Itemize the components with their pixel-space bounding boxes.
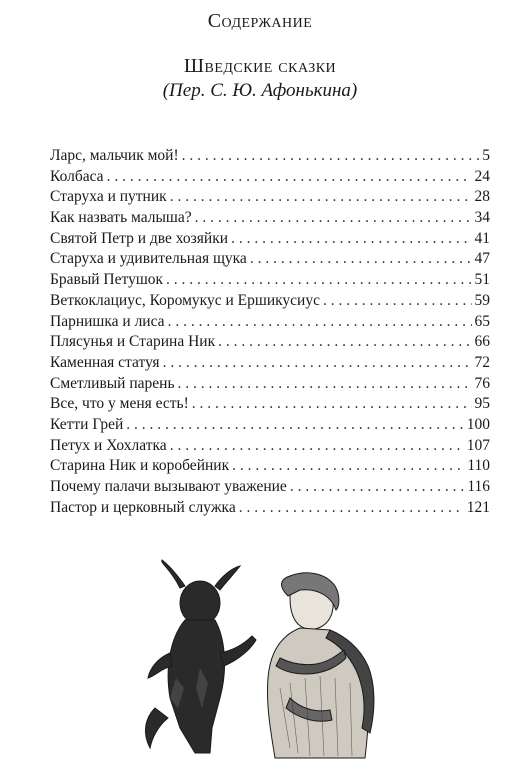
toc-leader-dots bbox=[290, 477, 465, 498]
toc-entry-page: 76 bbox=[474, 374, 490, 392]
toc-entry-page: 41 bbox=[474, 229, 490, 247]
toc-leader-dots bbox=[168, 312, 472, 333]
toc-entry bbox=[50, 291, 490, 312]
toc-entry-page: 47 bbox=[474, 250, 490, 268]
toc-entry-title: Сметливый парень bbox=[50, 374, 175, 392]
toc-entry-page: 107 bbox=[466, 436, 490, 454]
page-heading: Содержание bbox=[207, 10, 313, 32]
toc-entry-title: Ларс, мальчик мой! bbox=[50, 147, 179, 164]
table-of-contents bbox=[50, 146, 490, 518]
toc-leader-dots bbox=[182, 146, 480, 167]
toc-leader-dots bbox=[323, 291, 472, 312]
toc-entry-page: 5 bbox=[482, 147, 490, 164]
toc-entry bbox=[50, 167, 490, 188]
toc-entry bbox=[50, 498, 490, 519]
toc-entry bbox=[50, 270, 490, 291]
toc-entry-title: Веткоклациус, Коромукус и Ершикусиус bbox=[50, 291, 320, 309]
toc-leader-dots bbox=[166, 270, 471, 291]
toc-entry-title: Старина Ник и коробейник bbox=[50, 457, 230, 475]
toc-entry-page: 59 bbox=[474, 291, 490, 309]
toc-entry-page: 28 bbox=[474, 188, 490, 206]
toc-entry bbox=[50, 374, 490, 395]
toc-entry-page: 95 bbox=[474, 395, 490, 413]
toc-entry-title: Почему палачи вызывают уважение bbox=[50, 478, 287, 495]
toc-leader-dots bbox=[195, 208, 472, 229]
toc-entry-title: Парнишка и лиса bbox=[50, 312, 165, 330]
toc-leader-dots bbox=[170, 187, 472, 208]
toc-entry-title: Колбаса bbox=[50, 167, 104, 185]
toc-entry-title: Пастор и церковный служка bbox=[50, 498, 236, 516]
toc-entry-title: Как назвать малыша? bbox=[50, 209, 192, 227]
devil-and-old-woman-engraving-icon bbox=[140, 558, 400, 763]
toc-entry-page: 116 bbox=[467, 478, 490, 495]
toc-entry bbox=[50, 332, 490, 353]
toc-leader-dots bbox=[231, 229, 471, 250]
toc-entry bbox=[50, 312, 490, 333]
toc-entry-title: Петух и Хохлатка bbox=[50, 436, 167, 454]
toc-entry-page: 51 bbox=[474, 271, 490, 289]
translator-credit: (Пер. С. Ю. Афонькина) bbox=[162, 80, 358, 101]
toc-entry bbox=[50, 249, 490, 270]
toc-entry bbox=[50, 394, 490, 415]
toc-leader-dots bbox=[163, 353, 472, 374]
toc-leader-dots bbox=[192, 394, 472, 415]
toc-entry bbox=[50, 229, 490, 250]
toc-entry-page: 121 bbox=[466, 498, 490, 516]
toc-leader-dots bbox=[126, 415, 463, 436]
toc-entry bbox=[50, 187, 490, 208]
toc-leader-dots bbox=[232, 456, 464, 477]
toc-leader-dots bbox=[250, 249, 472, 270]
toc-entry bbox=[50, 456, 490, 477]
toc-entry-page: 100 bbox=[466, 415, 490, 433]
toc-entry-title: Святой Петр и две хозяйки bbox=[50, 229, 229, 247]
toc-leader-dots bbox=[107, 167, 472, 188]
toc-entry-title: Старуха и удивительная щука bbox=[50, 250, 247, 268]
toc-entry-title: Каменная статуя bbox=[50, 353, 160, 371]
toc-leader-dots bbox=[178, 374, 472, 395]
toc-entry-title: Кетти Грей bbox=[50, 415, 124, 433]
toc-entry bbox=[50, 436, 490, 457]
toc-entry-title: Старуха и путник bbox=[50, 188, 167, 206]
toc-entry-title: Все, что у меня есть! bbox=[50, 395, 189, 413]
toc-leader-dots bbox=[239, 498, 464, 519]
section-title: Шведские сказки bbox=[183, 55, 337, 77]
toc-entry bbox=[50, 208, 490, 229]
toc-entry bbox=[50, 477, 490, 498]
toc-entry bbox=[50, 415, 490, 436]
toc-entry-page: 24 bbox=[474, 167, 490, 185]
toc-entry-page: 66 bbox=[474, 333, 490, 351]
toc-entry-page: 34 bbox=[474, 209, 490, 227]
old-woman-figure bbox=[267, 573, 373, 758]
toc-leader-dots bbox=[170, 436, 464, 457]
devil-figure bbox=[145, 560, 256, 753]
toc-entry-page: 65 bbox=[474, 312, 490, 330]
toc-entry-title: Бравый Петушок bbox=[50, 271, 164, 289]
toc-entry-page: 72 bbox=[474, 353, 490, 371]
toc-entry bbox=[50, 353, 490, 374]
toc-leader-dots bbox=[218, 332, 471, 353]
toc-entry-title: Плясунья и Старина Ник bbox=[50, 333, 216, 351]
toc-entry-page: 110 bbox=[467, 457, 490, 475]
toc-entry bbox=[50, 146, 490, 167]
